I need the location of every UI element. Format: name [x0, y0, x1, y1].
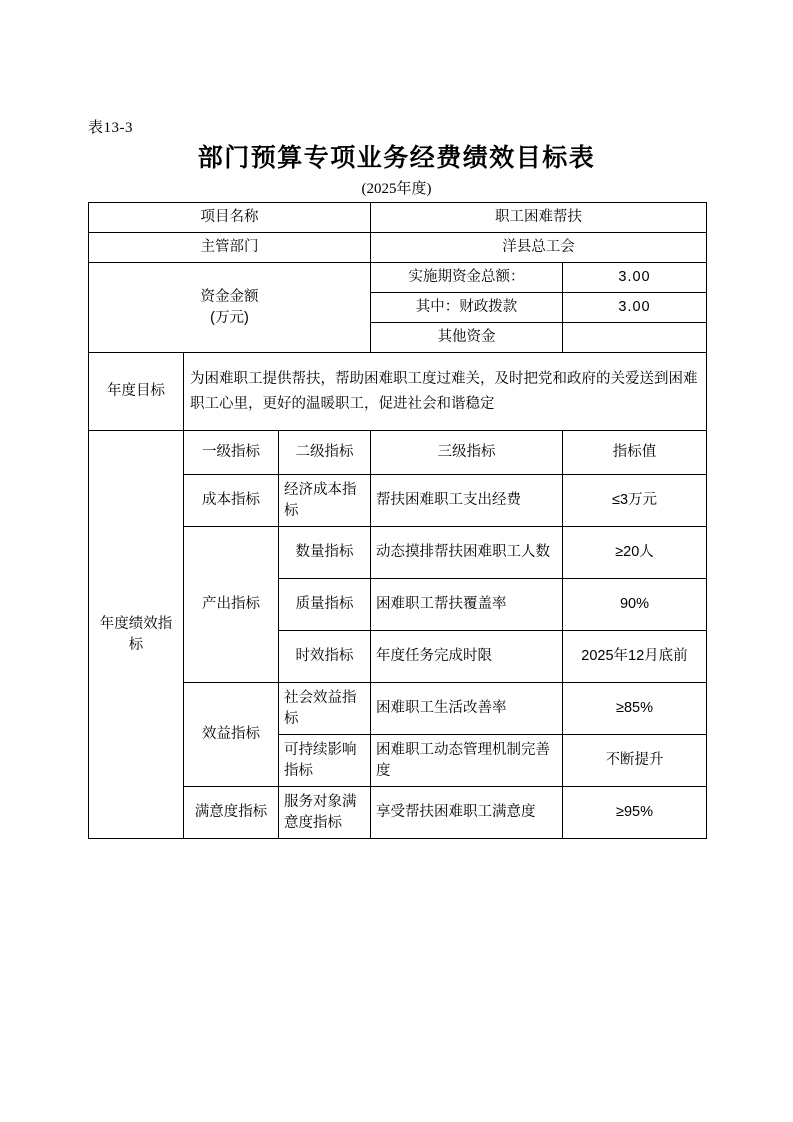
indicator-value: 2025年12月底前 — [563, 631, 707, 683]
indicators-section-label: 年度绩效指标 — [89, 431, 184, 839]
header-level1: 一级指标 — [184, 431, 279, 475]
indicator-level2: 时效指标 — [279, 631, 371, 683]
indicator-level2: 数量指标 — [279, 527, 371, 579]
indicator-level3: 困难职工帮扶覆盖率 — [371, 579, 563, 631]
header-value: 指标值 — [563, 431, 707, 475]
indicator-level1: 产出指标 — [184, 527, 279, 683]
performance-target-table — [88, 202, 707, 839]
page-subtitle: (2025年度) — [361, 181, 432, 197]
indicator-value: ≥95% — [563, 787, 707, 839]
department-label: 主管部门 — [89, 233, 371, 263]
table-code: 表13-3 — [88, 120, 133, 136]
project-name-value: 职工困难帮扶 — [371, 203, 707, 233]
table-row-annual-goal — [89, 353, 707, 431]
indicator-level2: 经济成本指标 — [279, 475, 371, 527]
table-row-funds-total — [89, 263, 707, 293]
header-level3: 三级指标 — [371, 431, 563, 475]
indicator-value: ≥85% — [563, 683, 707, 735]
annual-goal-label: 年度目标 — [89, 353, 184, 431]
funds-label — [89, 263, 371, 353]
funds-row-label-0: 实施期资金总额： — [371, 263, 563, 293]
indicator-level2: 社会效益指标 — [279, 683, 371, 735]
indicator-level1: 效益指标 — [184, 683, 279, 787]
table-row-department — [89, 233, 707, 263]
funds-label-line1: 资金金额 — [200, 288, 259, 305]
table-row-indicator-header — [89, 431, 707, 475]
indicator-level3: 动态摸排帮扶困难职工人数 — [371, 527, 563, 579]
indicator-level1: 满意度指标 — [184, 787, 279, 839]
indicator-level3: 困难职工动态管理机制完善度 — [371, 735, 563, 787]
indicator-value: ≤3万元 — [563, 475, 707, 527]
funds-row-value-1: 3.00 — [563, 293, 707, 323]
funds-row-value-2 — [563, 323, 707, 353]
indicator-value: 90% — [563, 579, 707, 631]
indicator-value: 不断提升 — [563, 735, 707, 787]
indicator-level3: 年度任务完成时限 — [371, 631, 563, 683]
indicator-level3: 帮扶困难职工支出经费 — [371, 475, 563, 527]
indicator-level2: 质量指标 — [279, 579, 371, 631]
project-name-label: 项目名称 — [89, 203, 371, 233]
indicator-level2: 服务对象满意度指标 — [279, 787, 371, 839]
funds-row-label-1: 其中：财政拨款 — [371, 293, 563, 323]
indicator-level1: 成本指标 — [184, 475, 279, 527]
indicator-value: ≥20人 — [563, 527, 707, 579]
funds-row-value-0: 3.00 — [563, 263, 707, 293]
indicator-level3: 困难职工生活改善率 — [371, 683, 563, 735]
department-value: 洋县总工会 — [371, 233, 707, 263]
funds-label-line2: (万元) — [210, 309, 249, 326]
header-level2: 二级指标 — [279, 431, 371, 475]
indicator-level3: 享受帮扶困难职工满意度 — [371, 787, 563, 839]
page-title: 部门预算专项业务经费绩效目标表 — [197, 144, 596, 172]
table-row-project-name — [89, 203, 707, 233]
indicator-level2: 可持续影响指标 — [279, 735, 371, 787]
annual-goal-text: 为困难职工提供帮扶，帮助困难职工度过难关，及时把党和政府的关爱送到困难职工心里，更好的温暖职工，促进社会和谐稳定 — [184, 353, 707, 431]
funds-row-label-2: 其他资金 — [371, 323, 563, 353]
